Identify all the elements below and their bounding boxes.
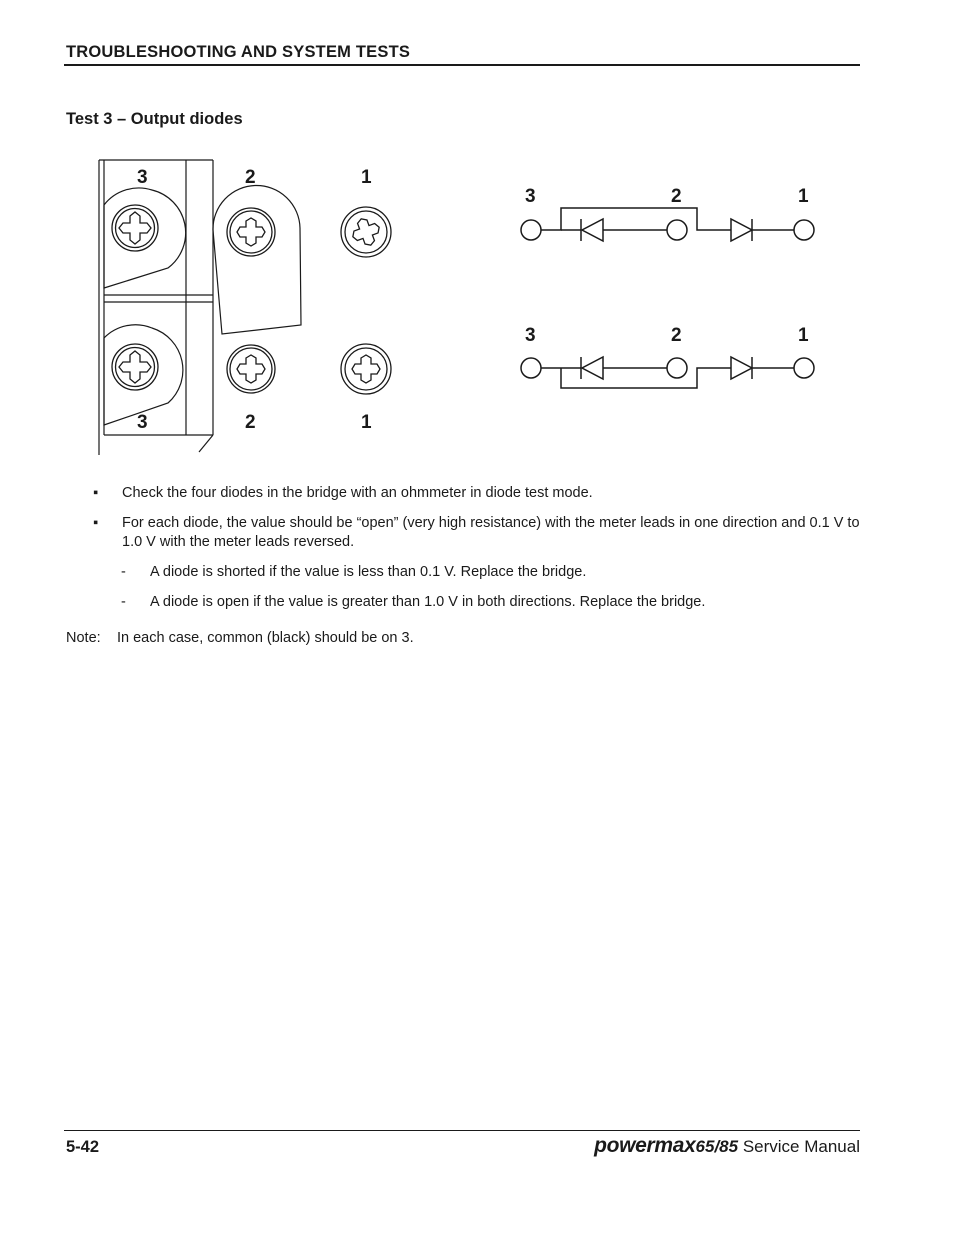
- brand-suffix: Service Manual: [742, 1137, 860, 1156]
- schematic-bottom-label-2: 2: [671, 325, 682, 346]
- brand-name: powermax: [594, 1134, 696, 1157]
- terminal-label-3-top: 3: [137, 167, 148, 188]
- schematic-bottom-label-3: 3: [525, 325, 536, 346]
- lug-3-top: [104, 188, 186, 288]
- screw-1-bottom: [341, 344, 391, 394]
- section-header: TROUBLESHOOTING AND SYSTEM TESTS: [66, 43, 411, 61]
- schematic-bottom-label-1: 1: [798, 325, 809, 346]
- bridge-drawing: [99, 160, 301, 455]
- schematic-bottom: [521, 357, 814, 388]
- terminal-label-2-top: 2: [245, 167, 256, 188]
- dash-marker: -: [121, 594, 126, 610]
- screw-2-top: [227, 208, 275, 256]
- sub-bullet-text: A diode is shorted if the value is less than 0.1 V. Replace the bridge.: [150, 564, 587, 580]
- screw-1-top: [341, 207, 391, 257]
- note-text: In each case, common (black) should be on 3.: [117, 630, 414, 646]
- page-number: 5-42: [66, 1138, 100, 1156]
- terminal-label-1-bottom: 1: [361, 412, 372, 433]
- schematic-top-label-2: 2: [671, 186, 682, 207]
- terminal-label-3-bottom: 3: [137, 412, 148, 433]
- lug-2-top: [213, 186, 301, 334]
- dash-marker: -: [121, 564, 126, 580]
- bullet-marker: ▪: [93, 515, 99, 531]
- page-title: Test 3 – Output diodes: [66, 110, 243, 128]
- footer-rule: [64, 1130, 860, 1131]
- screw-3-top: [112, 205, 158, 251]
- bullet-text: For each diode, the value should be “open” (very high resistance) with the meter leads in one direction and 0.1 V to 1.0 V with the meter leads reversed.: [122, 515, 860, 550]
- bullet-text: Check the four diodes in the bridge with an ohmmeter in diode test mode.: [122, 485, 593, 501]
- brand-model: 65/85: [695, 1137, 739, 1156]
- schematic-top-label-1: 1: [798, 186, 809, 207]
- screw-2-bottom: [227, 345, 275, 393]
- bullet-marker: ▪: [93, 485, 99, 501]
- terminal-label-2-bottom: 2: [245, 412, 256, 433]
- schematic-top: [521, 208, 814, 241]
- terminal-label-1-top: 1: [361, 167, 372, 188]
- lug-3-bottom: [104, 325, 183, 425]
- footer-brand: [594, 1134, 860, 1158]
- screw-3-bottom: [112, 344, 158, 390]
- note-label: Note:: [66, 630, 101, 646]
- schematic-top-label-3: 3: [525, 186, 536, 207]
- output-diodes-figure: [0, 0, 954, 470]
- sub-bullet-text: A diode is open if the value is greater than 1.0 V in both directions. Replace the bridge.: [150, 594, 706, 610]
